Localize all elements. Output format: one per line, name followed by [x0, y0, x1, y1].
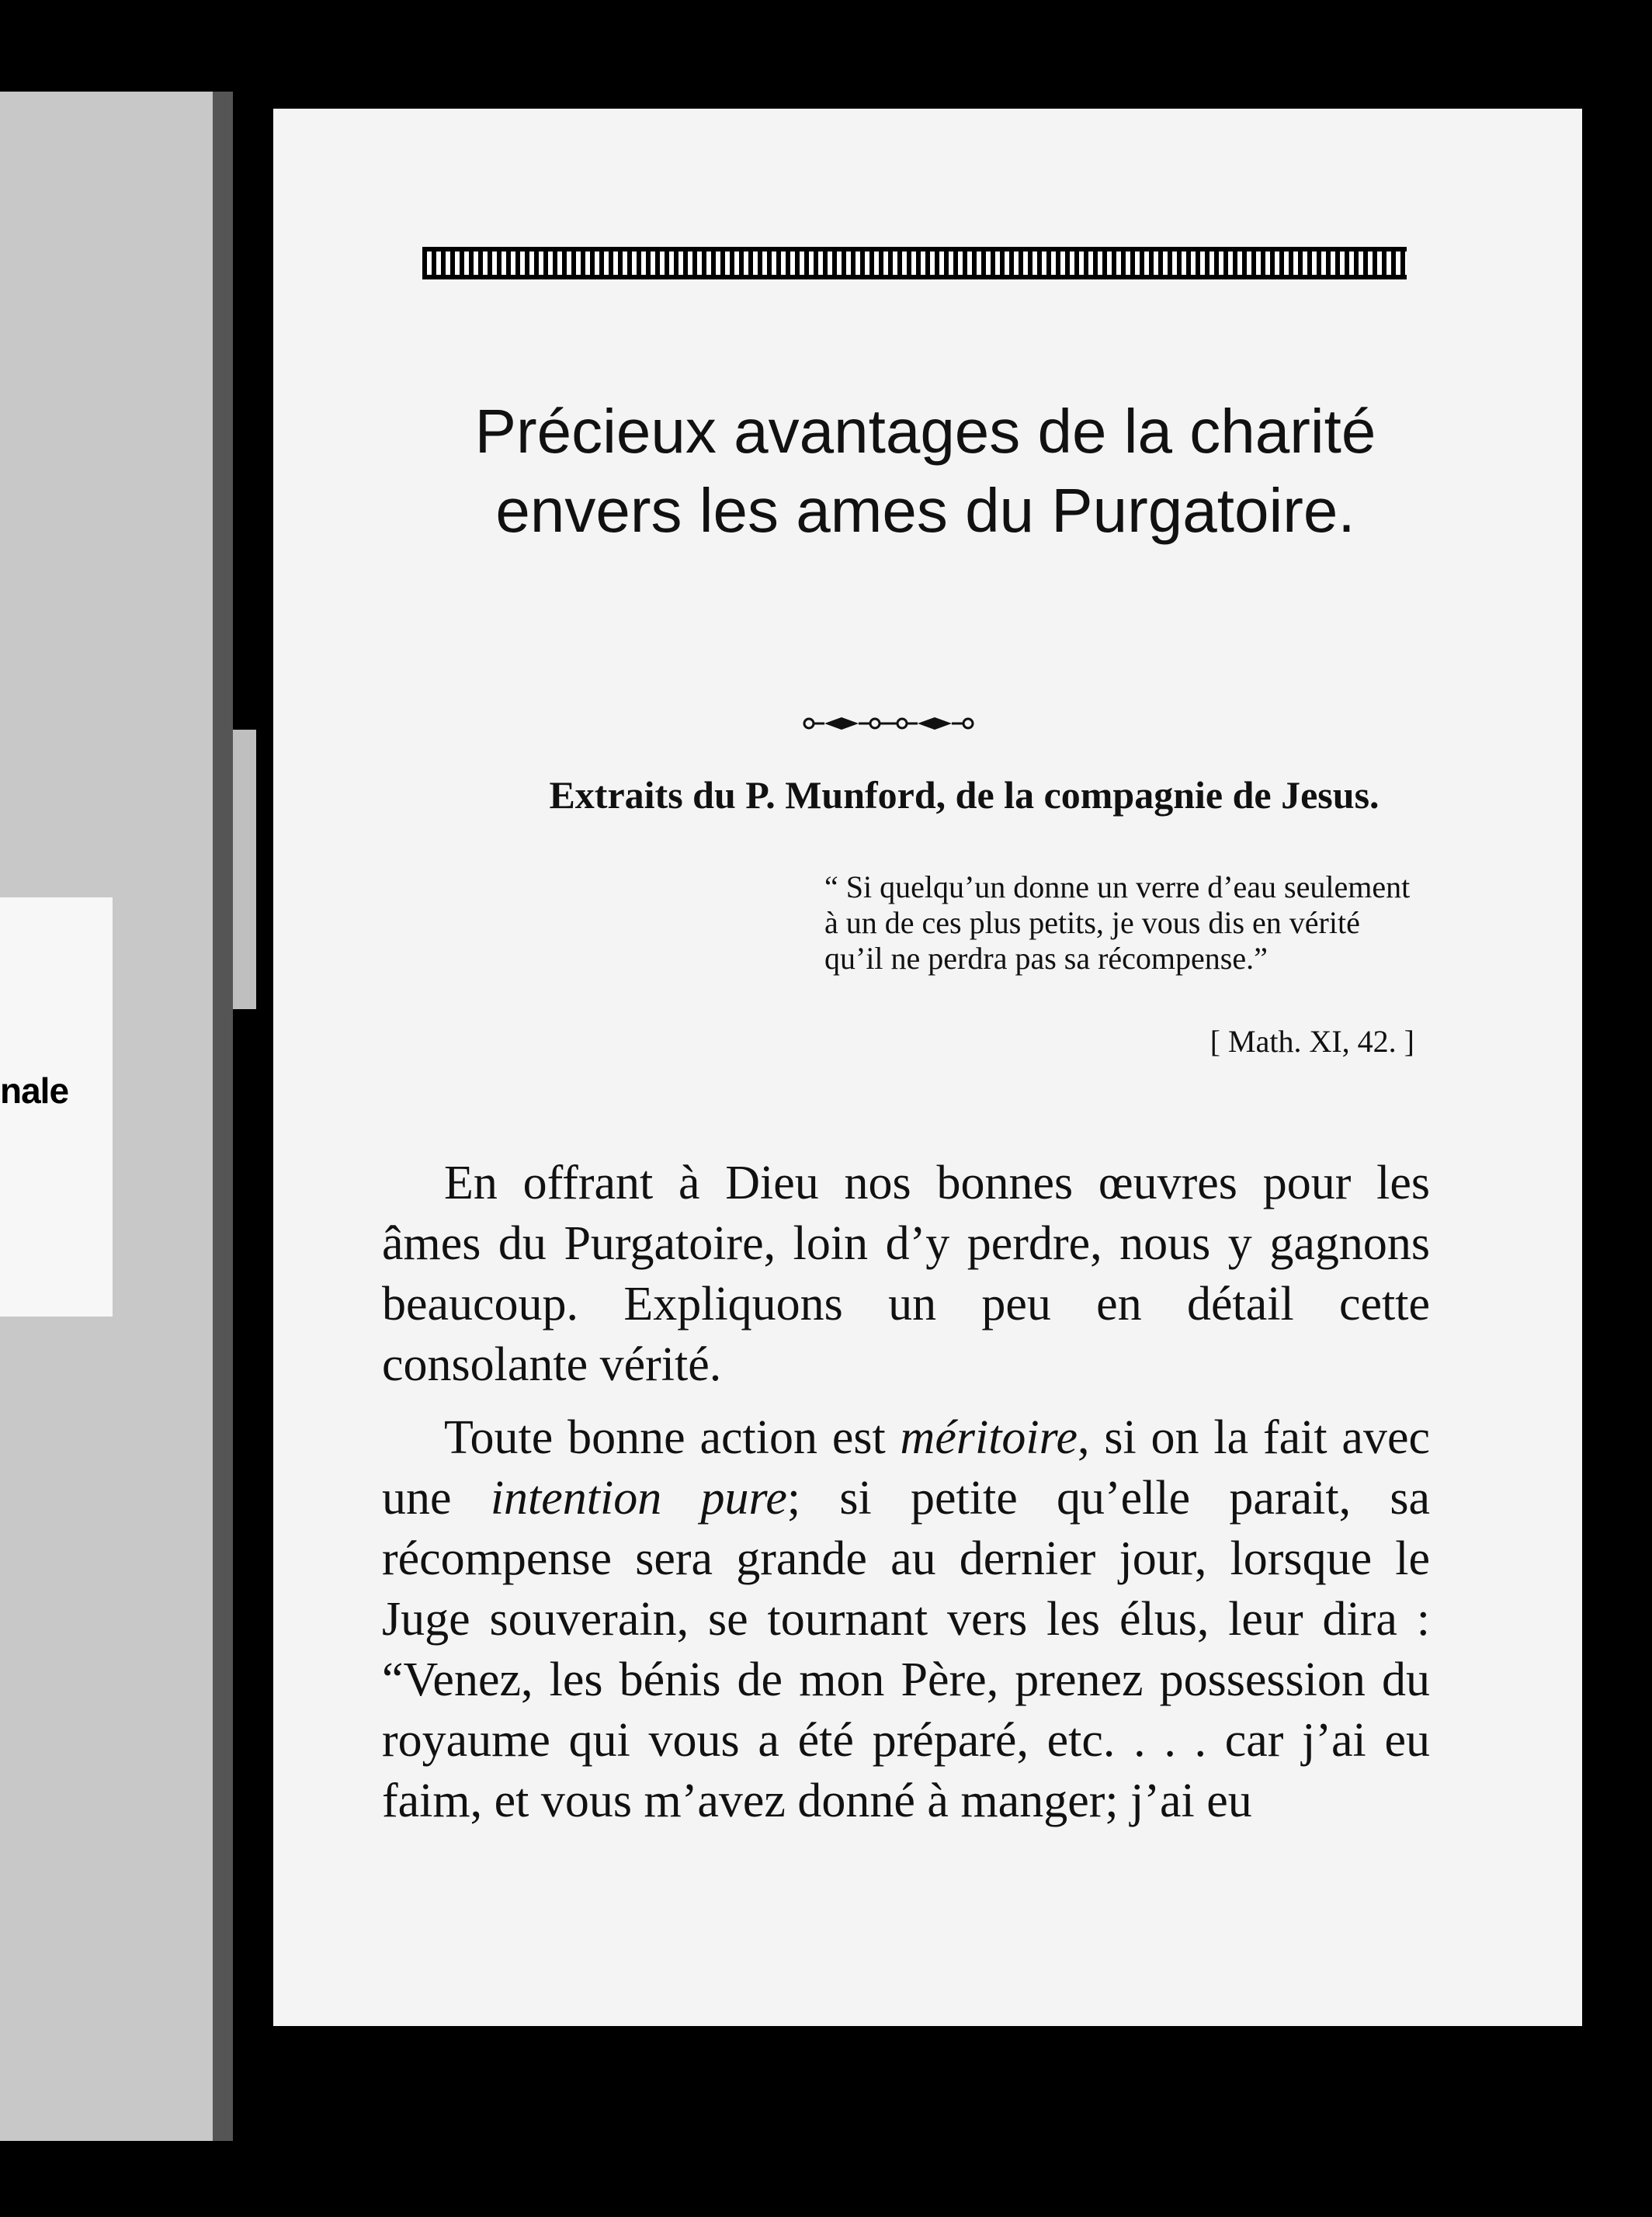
page-title: [366, 392, 1484, 550]
body-text: [382, 1153, 1430, 1831]
title-line-2: envers les ames du Purgatoire.: [495, 476, 1355, 545]
paragraph-1: En offrant à Dieu nos bonnes œuvres pour les âmes du Purgatoire, loin d’y perdre, nous y gagnons beaucoup. Expliquons un peu en détail cette consolante vérité.: [382, 1157, 1430, 1391]
paragraph-2-text: , si on la fait avec une: [382, 1411, 1430, 1525]
epigraph-quote: “ Si quelqu’un donne un verre d’eau seulement à un de ces plus petits, je vous dis en vérité qu’il ne perdra pas sa récompense.”: [824, 869, 1411, 976]
epigraph-reference: [ Math. XI, 42. ]: [1210, 1024, 1414, 1059]
header-ornament-bar: [422, 247, 1407, 279]
paragraph-2: [382, 1407, 1430, 1831]
title-line-1: Précieux avantages de la charité: [474, 397, 1376, 466]
book-spine: [233, 730, 256, 1009]
paragraph-2-text: ; si petite qu’elle parait, sa récompense sera grande au dernier jour, lorsque le Juge souverain, se tournant vers les élus, leur dira : “Venez, les bénis de mon Père, prenez possession du royaume qui vous a été préparé, etc. . . . car j’ai eu faim, et vous m’avez donné à manger; j’ai eu: [382, 1472, 1430, 1827]
paragraph-2-text: Toute bonne action est: [444, 1411, 901, 1464]
attribution-line: Extraits du P. Munford, de la compagnie de Jesus.: [549, 773, 1380, 817]
italic-term-intention-pure: intention pure: [490, 1472, 787, 1525]
ornamental-divider: [801, 714, 1003, 733]
italic-term-meritoire: méritoire: [900, 1411, 1078, 1464]
book-page: [273, 109, 1582, 2026]
library-label-text: nale: [0, 1070, 69, 1111]
